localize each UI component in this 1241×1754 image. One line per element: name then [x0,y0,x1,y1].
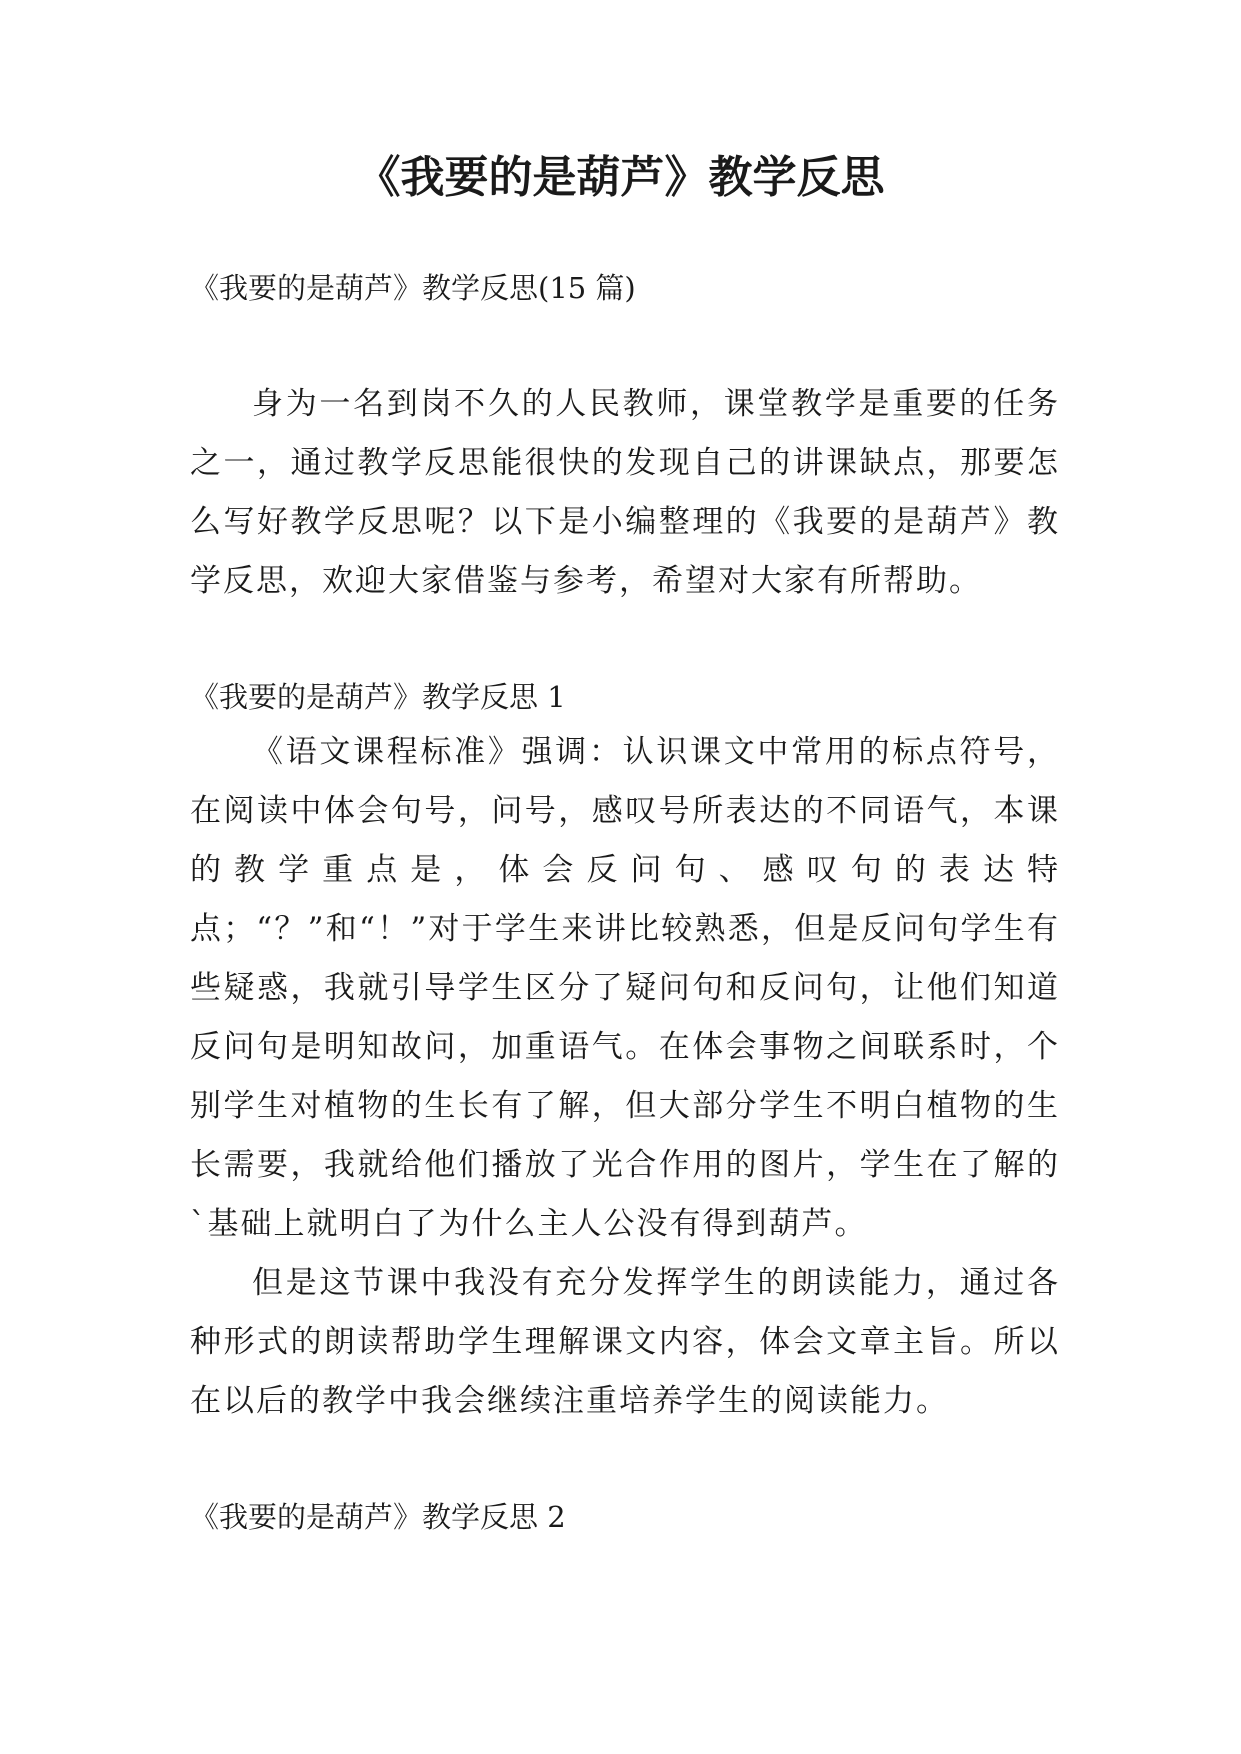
intro-paragraph: 身为一名到岗不久的人民教师，课堂教学是重要的任务之一，通过教学反思能很快的发现自己的讲课缺点，那要怎么写好教学反思呢？以下是小编整理的《我要的是葫芦》教学反思，欢迎大家借鉴与参考，希望对大家有所帮助。 [190,386,1060,599]
section-1-paragraph-2: 但是这节课中我没有充分发挥学生的朗读能力，通过各种形式的朗读帮助学生理解课文内容，体会文章主旨。所以在以后的教学中我会继续注重培养学生的阅读能力。 [190,1265,1060,1419]
page-title: 《我要的是葫芦》教学反思 [356,152,885,203]
section-heading-2: 《我要的是葫芦》教学反思 2 [190,1500,566,1534]
document-body [190,268,1060,1537]
document-subtitle: 《我要的是葫芦》教学反思(15 篇) [190,271,636,305]
section-heading-1: 《我要的是葫芦》教学反思 1 [190,680,566,714]
section-1-paragraph-1: 《语文课程标准》强调：认识课文中常用的标点符号，在阅读中体会句号，问号，感叹号所表达的不同语气，本课的教学重点是，体会反问句、感叹句的表达特点；“？”和“！”对于学生来讲比较熟悉，但是反问句学生有些疑惑，我就引导学生区分了疑问句和反问句，让他们知道反问句是明知故问，加重语气。在体会事物之间联系时，个别学生对植物的生长有了解，但大部分学生不明白植物的生长需要，我就给他们播放了光合作用的图片，学生在了解的`基础上就明白了为什么主人公没有得到葫芦。 [190,734,1060,1242]
